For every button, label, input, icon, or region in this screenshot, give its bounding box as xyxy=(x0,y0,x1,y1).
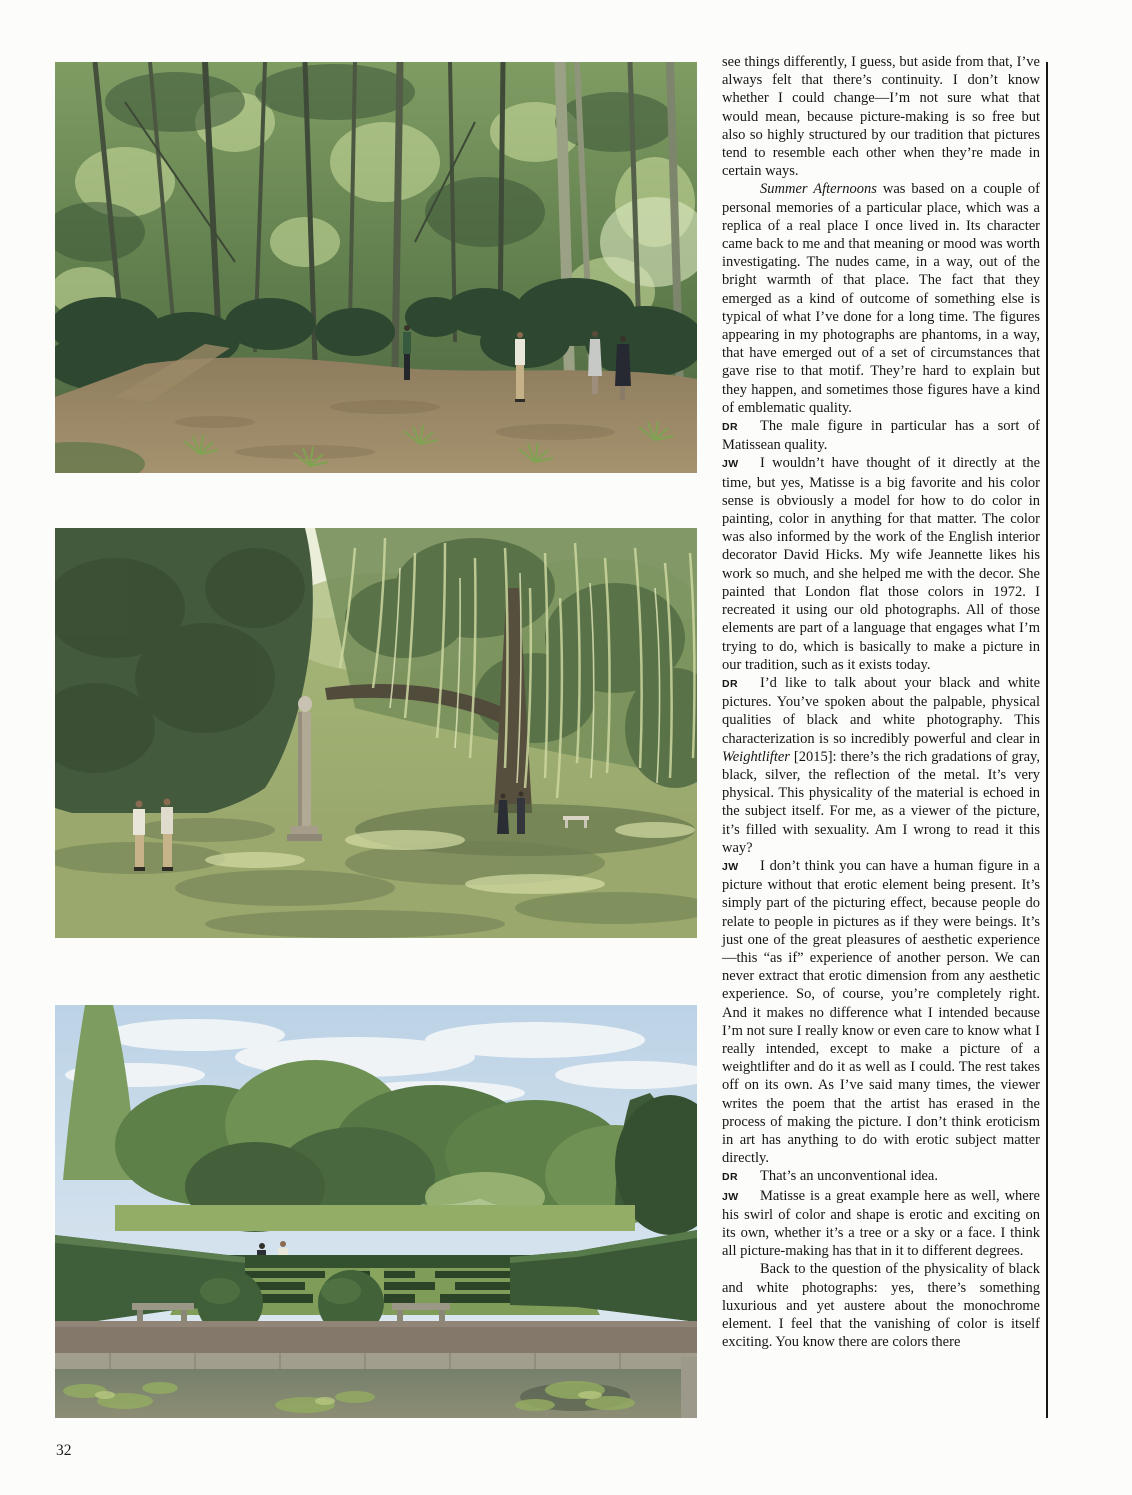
speaker-turn-jw-3 xyxy=(722,1187,1040,1261)
interview-text-column xyxy=(722,53,1040,1351)
paragraph-text: see things differently, I guess, but aside from that, I’ve always felt that there’s continuity. I don’t know whether I could change—I’m not sure what that would mean, because picture-making is so free but also so highly structured by our tradition that pictures tend to resemble each other when they’re made in certain ways. xyxy=(722,54,1040,180)
speaker-label-jw: JW xyxy=(722,458,739,471)
paragraph-text: was based on a couple of personal memories of a particular place, which was a replica of a real place I once lived in. Its character came back to me and that meaning or mood was worth investigating. The nudes came, in a way, out of the bright warmth of that place. The fact that they emerged as a kind of outcome of something else is typical of what I’ve done for a long time. The figures appearing in my photographs are phantoms, in a way, that have emerged out of a set of circumstances that gave rise to that motif. They’re hard to explain but they happen, and sometimes those figures have a kind of emblematic quality. xyxy=(722,181,1040,416)
terrace xyxy=(55,1321,697,1369)
speaker-label-jw: JW xyxy=(722,860,739,873)
speaker-label-dr: DR xyxy=(722,677,738,690)
speaker-label-dr: DR xyxy=(722,1171,738,1184)
speaker-label-jw: JW xyxy=(722,1190,739,1203)
photo-weeping-cedar xyxy=(55,528,697,938)
speaker-text: Matisse is a great example here as well, where his swirl of color and shape is erotic and exciting on its own, whether it’s a tree or a sky or a face. I think all picture-making has that in it to different degrees. xyxy=(722,1187,1040,1260)
photo-forest-clearing xyxy=(55,62,697,473)
photo-parterre-pool xyxy=(55,1005,697,1418)
speaker-turn-dr-2 xyxy=(722,674,1040,857)
speaker-turn-dr-1 xyxy=(722,417,1040,454)
page-number: 32 xyxy=(56,1442,72,1459)
paragraph-back-to-question xyxy=(722,1260,1040,1351)
speaker-text: [2015]: there’s the rich gradations of gray, black, silver, the reflection of the metal. It’s very physical. This physicality of the material is echoed in the subject itself. For me, as a viewer of the picture, it’s filled with sexuality. Am I wrong to read it this way? xyxy=(722,748,1040,856)
speaker-label-dr: DR xyxy=(722,421,738,434)
column-rule xyxy=(1046,62,1048,1418)
speaker-text: I wouldn’t have thought of it directly at the time, but yes, Matisse is a big favorite and his color sense is obviously a model for how to do color in painting, color in anything for that matter. The color was also informed by the work of the English interior decorator David Hicks. My wife Jeannette likes his work so much, and she helped me with the decor. She painted that London flat those colors in 1972. I recreated it using our old photographs. All of those elements are part of a language that engages what I’m trying to do, which is basically to make a picture in our tradition, such as it exists today. xyxy=(722,455,1040,673)
work-title-italic: Summer Afternoons xyxy=(760,181,877,198)
speaker-text: That’s an unconventional idea. xyxy=(760,1168,938,1185)
paragraph-text: Back to the question of the physicality of black and white photographs: yes, there’s something luxurious and yet austere about the monochrome element. I feel that the vanishing of color is itself exciting. You know there are colors there xyxy=(722,1261,1040,1351)
paragraph-continuation xyxy=(722,53,1040,180)
figure-white-shirt xyxy=(515,332,525,402)
weeping-cedar-illustration xyxy=(55,528,697,938)
speaker-turn-dr-3 xyxy=(722,1167,1040,1186)
speaker-turn-jw-1 xyxy=(722,454,1040,673)
paragraph-summer-afternoons xyxy=(722,180,1040,417)
figure-green-shirt xyxy=(403,325,411,380)
work-title-italic: Weightlifter xyxy=(722,748,790,765)
speaker-text: I’d like to talk about your black and white pictures. You’ve spoken about the palpable, physical qualities of black and white photography. This characterization is so incredibly powerful and clear in xyxy=(722,674,1040,747)
parterre-pool-illustration xyxy=(55,1005,697,1418)
speaker-turn-jw-2 xyxy=(722,857,1040,1167)
forest-clearing-illustration xyxy=(55,62,697,473)
speaker-text: I don’t think you can have a human figure in a picture without that erotic element being present. It’s simply part of the picturing effect, because people do relate to people in pictures as if they were beings. It’s just one of the great pleasures of aesthetic experience—this “as if” experience of another person. We can never extract that erotic dimension from any aesthetic experience. So, of course, you’re completely right. And it makes no difference what I intended because I’m not sure I really know or even care to know what I really intended, except to make a picture of a weightlifter and do it as well as I could. The rest takes off on its own. As I’ve said many times, the viewer writes the poem that the artist has erased in the process of making the picture. I don’t think eroticism in art has anything to do with erotic subject matter directly. xyxy=(722,857,1040,1167)
speaker-text: The male figure in particular has a sort of Matissean quality. xyxy=(722,418,1040,454)
